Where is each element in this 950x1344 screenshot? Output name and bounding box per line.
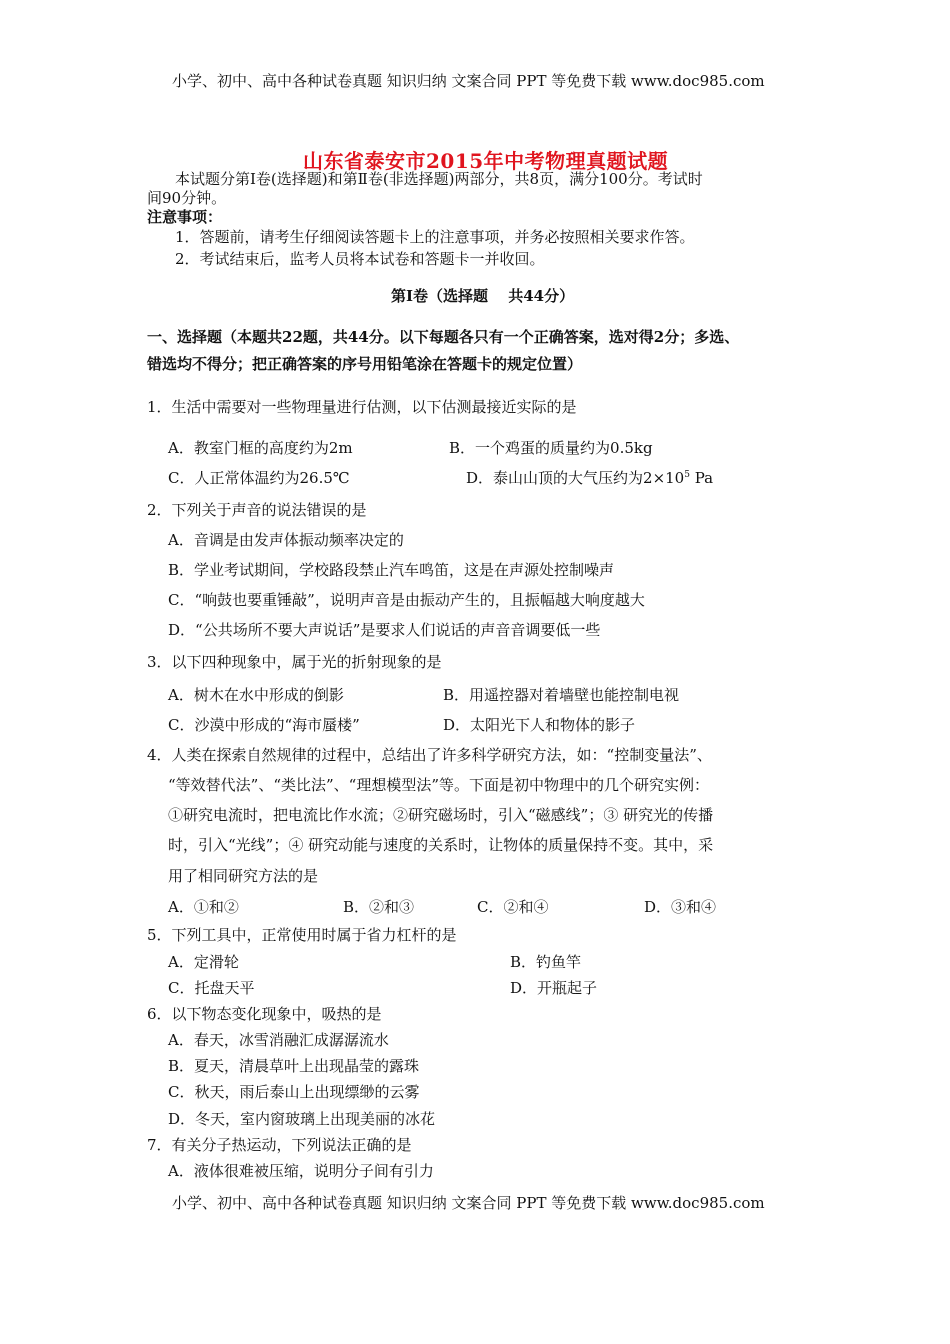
question-option: D．“公共场所不要大声说话”是要求人们说话的声音音调要低一些 — [168, 621, 601, 639]
footer-banner: 小学、初中、高中各种试卷真题 知识归纳 文案合同 PPT 等免费下载 www.doc985.com — [172, 1194, 765, 1212]
question-stem: 1．生活中需要对一些物理量进行估测，以下估测最接近实际的是 — [147, 398, 577, 416]
question-option: B．钓鱼竿 — [510, 953, 582, 971]
question-option: C．“响鼓也要重锤敲”，说明声音是由振动产生的，且振幅越大响度越大 — [168, 591, 645, 609]
question-option: B．夏天，清晨草叶上出现晶莹的露珠 — [168, 1057, 420, 1075]
question-stem: 6．以下物态变化现象中，吸热的是 — [147, 1005, 382, 1023]
question-stem: 3．以下四种现象中，属于光的折射现象的是 — [147, 653, 442, 671]
question-option: A．教室门框的高度约为2m — [168, 439, 353, 457]
intro-text: 间90分钟。 — [147, 189, 227, 207]
question-option: C．秋天，雨后泰山上出现缥缈的云雾 — [168, 1083, 420, 1101]
question-stem: ①研究电流时，把电流比作水流；②研究磁场时，引入“磁感线”；③ 研究光的传播 — [168, 806, 714, 824]
notice-heading: 注意事项： — [147, 208, 223, 226]
question-option: D．③和④ — [644, 898, 717, 916]
notice-item: 1．答题前，请考生仔细阅读答题卡上的注意事项，并务必按照相关要求作答。 — [175, 228, 695, 246]
question-option: D．开瓶起子 — [510, 979, 598, 997]
question-option: B．②和③ — [343, 898, 415, 916]
question-option: A．液体很难被压缩，说明分子间有引力 — [168, 1162, 434, 1180]
question-option: A．音调是由发声体振动频率决定的 — [168, 531, 404, 549]
question-option: B．学业考试期间，学校路段禁止汽车鸣笛，这是在声源处控制噪声 — [168, 561, 615, 579]
part-heading: 一、选择题（本题共22题，共44分。以下每题各只有一个正确答案，选对得2分；多选、 — [147, 328, 740, 346]
page-title: 山东省泰安市2015年中考物理真题试题 — [303, 149, 669, 173]
question-option: C．②和④ — [477, 898, 549, 916]
question-option: A．树木在水中形成的倒影 — [168, 686, 344, 704]
question-stem: 用了相同研究方法的是 — [168, 867, 319, 885]
intro-text: 本试题分第Ⅰ卷(选择题)和第Ⅱ卷(非选择题)两部分，共8页，满分100分。考试时 — [175, 170, 703, 188]
question-stem: “等效替代法”、“类比法”、“理想模型法”等。下面是初中物理中的几个研究实例： — [168, 776, 710, 794]
question-stem: 5．下列工具中，正常使用时属于省力杠杆的是 — [147, 926, 457, 944]
part-heading: 错选均不得分；把正确答案的序号用铅笔涂在答题卡的规定位置） — [147, 355, 583, 373]
question-option: C．托盘天平 — [168, 979, 255, 997]
question-option: C．沙漠中形成的“海市蜃楼” — [168, 716, 360, 734]
question-option: A．春天，冰雪消融汇成潺潺流水 — [168, 1031, 389, 1049]
section-heading: 第Ⅰ卷（选择题 共44分） — [391, 287, 575, 305]
question-option: B．一个鸡蛋的质量约为0.5kg — [449, 439, 653, 457]
question-stem: 2．下列关于声音的说法错误的是 — [147, 501, 367, 519]
question-option: D．冬天，室内窗玻璃上出现美丽的冰花 — [168, 1110, 436, 1128]
question-option: B．用遥控器对着墙壁也能控制电视 — [443, 686, 680, 704]
question-option: D．泰山山顶的大气压约为$2\times 10^5$ Pa — [466, 469, 714, 487]
notice-item: 2．考试结束后，监考人员将本试卷和答题卡一并收回。 — [175, 250, 545, 268]
header-banner: 小学、初中、高中各种试卷真题 知识归纳 文案合同 PPT 等免费下载 www.doc985.com — [172, 72, 765, 90]
question-option: A．定滑轮 — [168, 953, 239, 971]
question-stem: 4．人类在探索自然规律的过程中，总结出了许多科学研究方法，如：“控制变量法”、 — [147, 746, 712, 764]
question-option: A．①和② — [168, 898, 239, 916]
question-stem: 7．有关分子热运动，下列说法正确的是 — [147, 1136, 412, 1154]
question-option: D．太阳光下人和物体的影子 — [443, 716, 636, 734]
question-option: C．人正常体温约为26.5℃ — [168, 469, 350, 487]
question-stem: 时，引入“光线”；④ 研究动能与速度的关系时，让物体的质量保持不变。其中，采 — [168, 836, 714, 854]
